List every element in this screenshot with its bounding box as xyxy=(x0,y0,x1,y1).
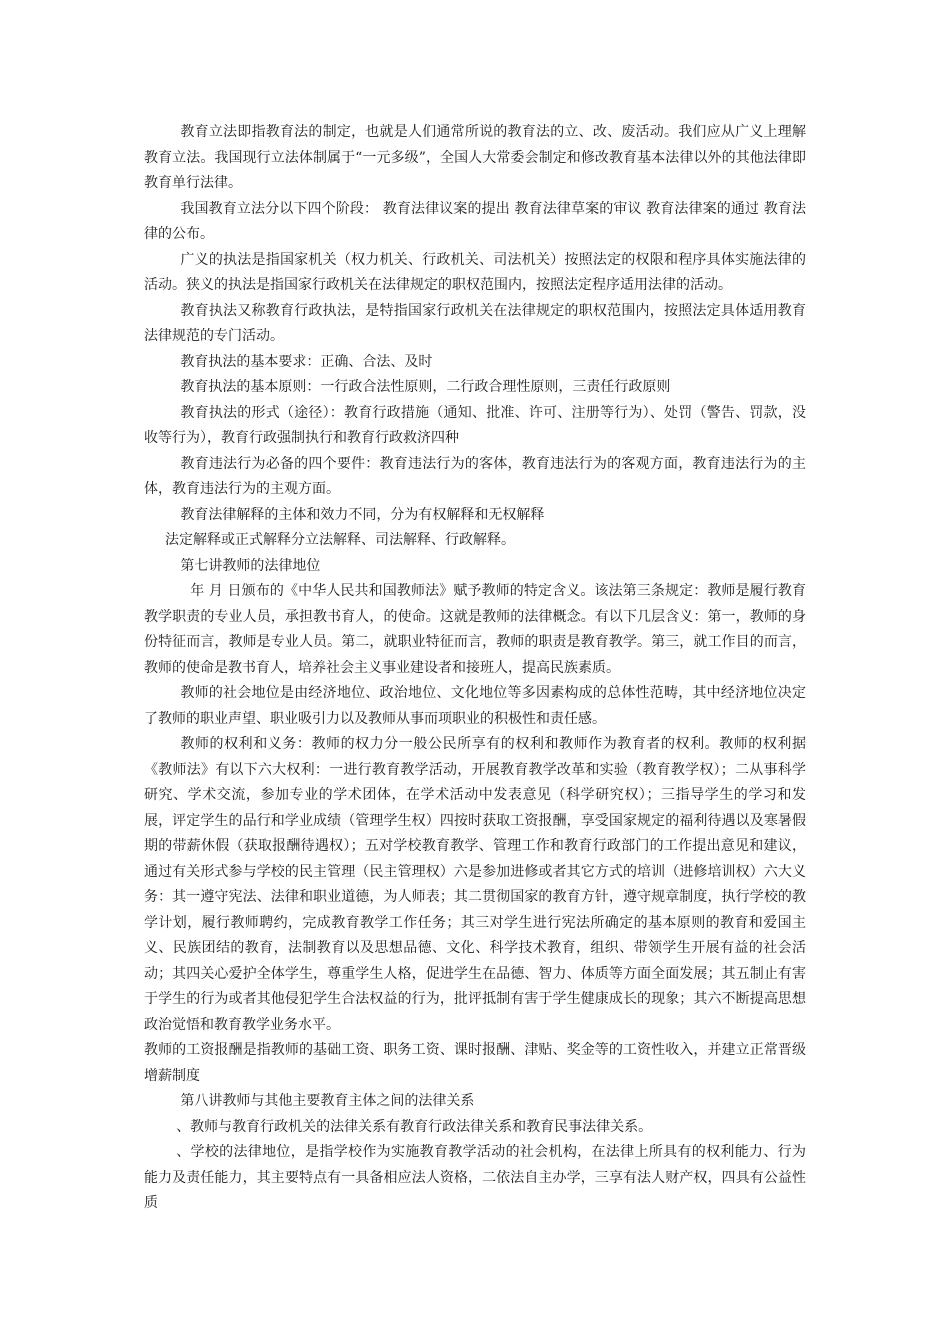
document-body xyxy=(144,120,806,1217)
section-heading-lecture-7: 第七讲教师的法律地位 xyxy=(180,557,321,574)
paragraph-law-enforcement: 广义的执法是指国家机关（权力机关、行政机关、司法机关）按照法定的权限和程序具体实施法律的活动。狭义的执法是指国家行政机关在法律规定的职权范围内，按照法定程序适用法律的活动。 xyxy=(144,251,806,293)
paragraph-teacher-rights-duties: 教师的权利和义务：教师的权力分一般公民所享有的权利和教师作为教育者的权利。教师的权利据《教师法》有以下六大权利：一进行教育教学活动，开展教育教学改革和实验（教育教学权）；二从事科学研究、学术交流，参加专业的学术团体，在学术活动中发表意见（科学研究权）；三指导学生的学习和发展，评定学生的品行和学业成绩（管理学生权）四按时获取工资报酬，享受国家规定的福利待遇以及寒暑假期的带薪休假（获取报酬待遇权）；五对学校教育教学、管理工作和教育行政部门的工作提出意见和建议，通过有关形式参与学校的民主管理（民主管理权）六是参加进修或者其它方式的培训（进修培训权）六大义务：其一遵守宪法、法律和职业道德，为人师表；其二贯彻国家的教育方针，遵守规章制度，执行学校的教学计划，履行教师聘约，完成教育教学工作任务；其三对学生进行宪法所确定的基本原则的教育和爱国主义、民族团结的教育，法制教育以及思想品德、文化、科学技术教育，组织、带领学生开展有益的社会活动；其四关心爱护全体学生，尊重学生人格，促进学生在品德、智力、体质等方面全面发展；其五制止有害于学生的行为或者其他侵犯学生合法权益的行为，批评抵制有害于学生健康成长的现象；其六不断提高思想政治觉悟和教育教学业务水平。 xyxy=(144,736,806,1033)
paragraph-enforcement-principles: 教育执法的基本原则：一行政合法性原则，二行政合理性原则，三责任行政原则 xyxy=(180,379,671,395)
paragraph-formal-interpretation: 法定解释或正式解释分立法解释、司法解释、行政解释。 xyxy=(165,532,515,548)
paragraph-interpretation-types: 教育法律解释的主体和效力不同，分为有权解释和无权解释 xyxy=(180,506,545,523)
paragraph-violation-elements: 教育违法行为必备的四个要件：教育违法行为的客体，教育违法行为的客观方面，教育违法行为的主体，教育违法行为的主观方面。 xyxy=(144,455,806,497)
paragraph-enforcement-requirements: 教育执法的基本要求：正确、合法、及时 xyxy=(180,353,433,370)
section-heading-lecture-8: 第八讲教师与其他主要教育主体之间的法律关系 xyxy=(180,1093,475,1109)
paragraph-teacher-salary: 教师的工资报酬是指教师的基础工资、职务工资、课时报酬、津贴、奖金等的工资性收入，并建立正常晋级增薪制度 xyxy=(144,1042,806,1084)
paragraph-education-enforcement: 教育执法又称教育行政执法，是特指国家行政机关在法律规定的职权范围内，按照法定具体适用教育法律规范的专门活动。 xyxy=(144,302,806,344)
paragraph-legislation-stages: 我国教育立法分以下四个阶段： 教育法律议案的提出 教育法律草案的审议 教育法律案的通过 教育法律的公布。 xyxy=(144,200,806,242)
paragraph-enforcement-forms: 教育执法的形式（途径）：教育行政措施（通知、批准、许可、注册等行为）、处罚（警告、罚款，没收等行为），教育行政强制执行和教育行政救济四种 xyxy=(144,404,806,446)
paragraph-school-legal-status: 、学校的法律地位，是指学校作为实施教育教学活动的社会机构，在法律上所具有的权利能力、行为能力及责任能力，其主要特点有一具备相应法人资格，二依法自主办学，三享有法人财产权，四具有公益性质 xyxy=(144,1144,806,1211)
paragraph-teacher-social-status: 教师的社会地位是由经济地位、政治地位、文化地位等多因素构成的总体性范畴，其中经济地位决定了教师的职业声望、职业吸引力以及教师从事而项职业的积极性和责任感。 xyxy=(144,685,806,727)
paragraph-teacher-law: 年 月 日颁布的《中华人民共和国教师法》赋予教师的特定含义。该法第三条规定：教师是履行教育教学职责的专业人员，承担教书育人，的使命。这就是教师的法律概念。有以下几层含义：第一，教师的身份特征而言，教师是专业人员。第二，就职业特征而言，教师的职责是教育教学。第三，就工作目的而言，教师的使命是教书育人，培养社会主义事业建设者和接班人，提高民族素质。 xyxy=(144,583,806,676)
paragraph-teacher-admin-relation: 、教师与教育行政机关的法律关系有教育行政法律关系和教育民事法律关系。 xyxy=(176,1118,653,1135)
paragraph-education-legislation: 教育立法即指教育法的制定，也就是人们通常所说的教育法的立、改、废活动。我们应从广义上理解教育立法。我国现行立法体制属于“一元多级”，全国人大常委会制定和修改教育基本法律以外的其他法律即教育单行法律。 xyxy=(144,124,806,191)
